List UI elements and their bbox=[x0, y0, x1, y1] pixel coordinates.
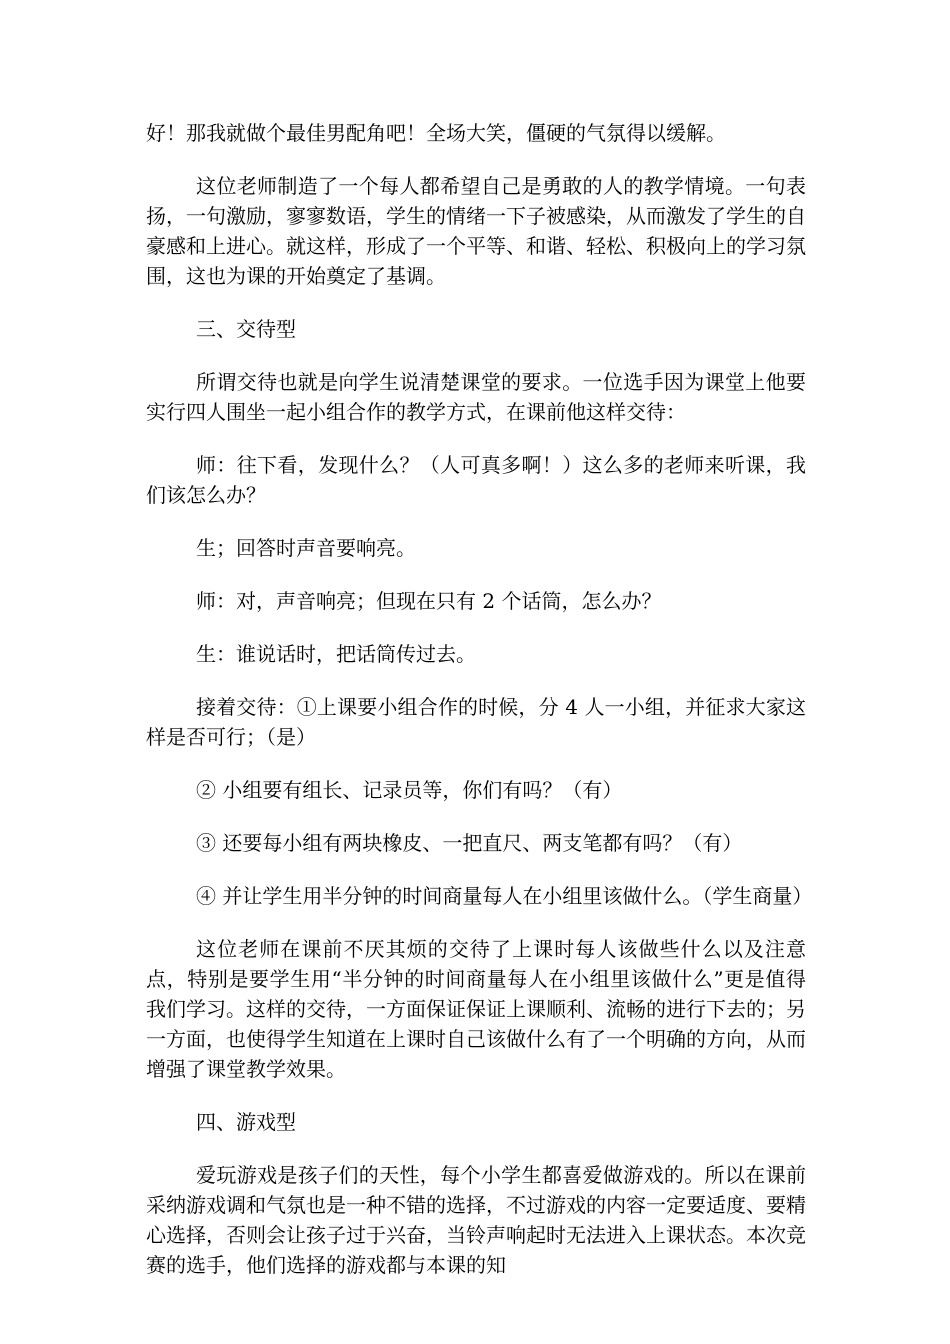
dialogue-teacher-1: 师：往下看，发现什么？（人可真多啊！）这么多的老师来听课，我们该怎么办？ bbox=[146, 453, 806, 507]
section-heading-4: 四、游戏型 bbox=[196, 1110, 296, 1134]
list-item-1: 接着交待：①上课要小组合作的时候，分 4 人一小组，并征求大家这样是否可行；（是） bbox=[146, 695, 806, 749]
document-body bbox=[146, 118, 813, 1303]
section-heading-3: 三、交待型 bbox=[196, 317, 296, 341]
paragraph-analysis-1: 这位老师制造了一个每人都希望自己是勇敢的人的教学情境。一句表扬，一句激励，寥寥数语，学生的情绪一下子被感染，从而激发了学生的自豪感和上进心。就这样，形成了一个平等、和谐、轻松、积极向上的学习氛围，这也为课的开始奠定了基调。 bbox=[146, 174, 806, 288]
paragraph-intro-4: 爱玩游戏是孩子们的天性，每个小学生都喜爱做游戏的。所以在课前采纳游戏调和气氛也是一种不错的选择，不过游戏的内容一定要适度、要精心选择，否则会让孩子过于兴奋，当铃声响起时无法进入上课状态。本次竞赛的选手，他们选择的游戏都与本课的知 bbox=[146, 1163, 806, 1277]
paragraph-analysis-3: 这位老师在课前不厌其烦的交待了上课时每人该做些什么以及注意点，特别是要学生用“半分钟的时间商量每人在小组里该做什么”更是值得我们学习。这样的交待，一方面保证保证上课顺利、流畅的进行下去的；另一方面，也使得学生知道在上课时自己该做什么有了一个明确的方向，从而增强了课堂教学效果。 bbox=[146, 937, 806, 1081]
list-item-4: ④ 并让学生用半分钟的时间商量每人在小组里该做什么。（学生商量） bbox=[196, 884, 813, 908]
paragraph-intro-3: 所谓交待也就是向学生说清楚课堂的要求。一位选手因为课堂上他要实行四人围坐一起小组合作的教学方式，在课前他这样交待： bbox=[146, 370, 806, 424]
list-item-3: ③ 还要每小组有两块橡皮、一把直尺、两支笔都有吗？（有） bbox=[196, 831, 743, 855]
dialogue-teacher-2: 师：对，声音响亮；但现在只有 2 个话筒，怎么办？ bbox=[196, 589, 662, 613]
paragraph-continuation: 好！那我就做个最佳男配角吧！全场大笑，僵硬的气氛得以缓解。 bbox=[146, 121, 726, 145]
list-item-2: ② 小组要有组长、记录员等，你们有吗？（有） bbox=[196, 778, 623, 802]
dialogue-student-1: 生；回答时声音要响亮。 bbox=[196, 536, 416, 560]
dialogue-student-2: 生：谁说话时，把话筒传过去。 bbox=[196, 642, 476, 666]
